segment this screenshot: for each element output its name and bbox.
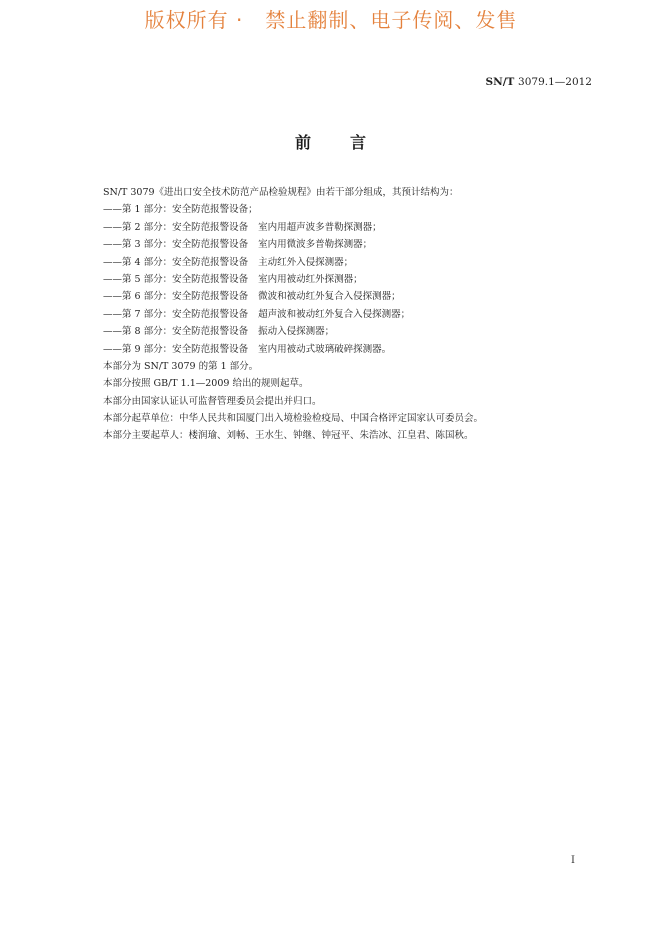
intro-paragraph: SN/T 3079《进出口安全技术防范产品检验规程》由若干部分组成，其预计结构为： [103, 187, 459, 198]
paragraph-drafting-units: 本部分起草单位：中华人民共和国厦门出入境检验检疫局、中国合格评定国家认可委员会。 [103, 413, 484, 425]
standard-prefix: SN/T [485, 76, 515, 88]
paragraph-drafting-rules: 本部分按照 GB/T 1.1—2009 给出的规则起草。 [103, 378, 309, 390]
part-detail: 室内用被动红外探测器； [258, 273, 363, 285]
standard-code [486, 75, 592, 89]
part-detail: 室内用被动式玻璃破碎探测器。 [258, 343, 392, 355]
part-label: ——第 8 部分：安全防范报警设备 [103, 326, 249, 338]
part-label: ——第 3 部分：安全防范报警设备 [103, 239, 249, 251]
title-char-1: 前 [294, 133, 312, 152]
copyright-watermark [0, 6, 662, 34]
part-label: ——第 6 部分：安全防范报警设备 [103, 291, 249, 303]
part-label: ——第 5 部分：安全防范报警设备 [103, 273, 249, 285]
part-label: ——第 2 部分：安全防范报警设备 [103, 221, 249, 233]
part-list-item [103, 288, 573, 305]
watermark-text-part2: 禁止翻制、电子传阅、发售 [265, 8, 518, 32]
part-detail: 超声波和被动红外复合入侵探测器； [258, 308, 411, 320]
part-label: ——第 1 部分：安全防范报警设备； [103, 204, 258, 216]
title-char-2: 言 [350, 133, 368, 152]
paragraph-proposer: 本部分由国家认证认可监督管理委员会提出并归口。 [103, 395, 322, 407]
page-title [0, 132, 662, 154]
part-list-item [103, 219, 573, 236]
part-label: ——第 7 部分：安全防范报警设备 [103, 308, 249, 320]
part-detail: 振动入侵探测器； [258, 326, 335, 338]
part-detail: 微波和被动红外复合入侵探测器； [258, 291, 401, 303]
standard-number: 3079.1—2012 [518, 76, 592, 88]
part-label: ——第 9 部分：安全防范报警设备 [103, 343, 249, 355]
part-list-item [103, 306, 573, 323]
part-list-item [103, 254, 573, 271]
part-list-item [103, 341, 573, 358]
watermark-text-part1: 版权所有 · [144, 8, 244, 32]
part-detail: 室内用微波多普勒探测器； [258, 239, 373, 251]
part-label: ——第 4 部分：安全防范报警设备 [103, 256, 249, 268]
part-detail: 主动红外入侵探测器； [258, 256, 354, 268]
paragraph-drafters: 本部分主要起草人：楼润瑜、刘畅、王水生、钟继、钟冠平、朱浩冰、江皇君、陈国秋。 [103, 430, 474, 442]
part-list-item [103, 323, 573, 340]
part-list-item [103, 201, 573, 218]
paragraph-part-number: 本部分为 SN/T 3079 的第 1 部分。 [103, 360, 259, 372]
part-list-item [103, 271, 573, 288]
foreword-body [103, 184, 573, 445]
part-detail: 室内用超声波多普勒探测器； [258, 221, 382, 233]
part-list-item [103, 236, 573, 253]
page-number: I [571, 855, 575, 866]
